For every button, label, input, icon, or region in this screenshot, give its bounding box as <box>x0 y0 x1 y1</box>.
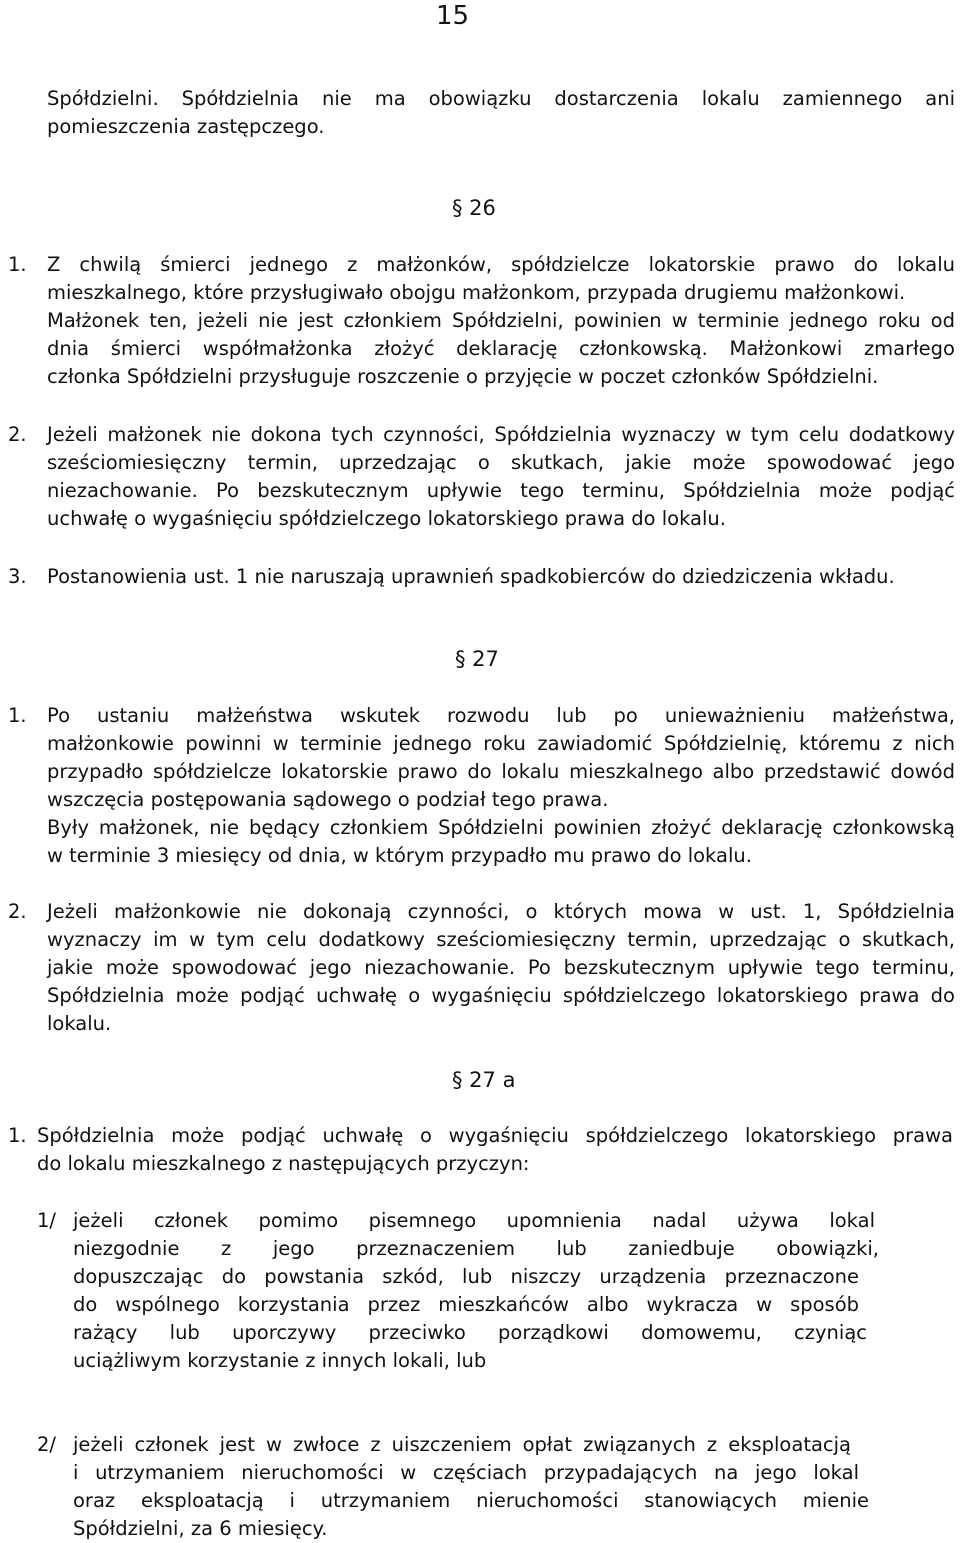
section-27-paragraph-1-line: Były małżonek, nie będący członkiem Spółdzielni powinien złożyć deklarację członkowską <box>47 816 955 839</box>
section-27-paragraph-1-line: w terminie 3 miesięcy od dnia, w którym przypadło mu prawo do lokalu. <box>47 844 752 867</box>
section-26-paragraph-1-line: Z chwilą śmierci jednego z małżonków, spółdzielcze lokatorskie prawo do lokalu <box>47 253 955 276</box>
section-27-paragraph-2-line: lokalu. <box>47 1012 112 1035</box>
section-26-paragraph-2-number: 2. <box>8 423 27 446</box>
section-27a-item-2-line: Spółdzielni, za 6 miesięcy. <box>73 1517 328 1540</box>
section-27a-paragraph-1-line: Spółdzielnia może podjąć uchwałę o wygaśnięciu spółdzielczego lokatorskiego prawa <box>37 1124 953 1147</box>
page-number: 15 <box>436 1 470 31</box>
section-26-paragraph-2-line: sześciomiesięczny termin, uprzedzając o skutkach, jakie może spowodować jego <box>47 451 955 474</box>
section-27-paragraph-2-line: Spółdzielnia może podjąć uchwałę o wygaśnięciu spółdzielczego lokatorskiego prawa do <box>47 984 955 1007</box>
section-27-paragraph-2-line: jakie może spowodować jego niezachowanie. Po bezskutecznym upływie tego terminu, <box>47 956 955 979</box>
section-26-paragraph-1-line: mieszkalnego, które przysługiwało obojgu małżonkom, przypada drugiemu małżonkowi. <box>47 281 906 304</box>
section-26-paragraph-3-number: 3. <box>8 565 27 588</box>
section-26-heading: § 26 <box>452 196 496 220</box>
section-26-paragraph-3-line: Postanowienia ust. 1 nie naruszają uprawnień spadkobierców do dziedziczenia wkładu. <box>47 565 895 588</box>
section-26-paragraph-1-line: dnia śmierci współmałżonka złożyć deklarację członkowską. Małżonkowi zmarłego <box>47 337 955 360</box>
section-27-paragraph-1-line: małżonkowie powinni w terminie jednego roku zawiadomić Spółdzielnię, któremu z nich <box>47 732 955 755</box>
section-26-paragraph-1-line: Małżonek ten, jeżeli nie jest członkiem Spółdzielni, powinien w terminie jednego roku od <box>47 309 955 332</box>
section-27a-item-2-line: jeżeli członek jest w zwłoce z uiszczeniem opłat związanych z eksploatacją <box>73 1433 851 1456</box>
section-26-paragraph-2-line: niezachowanie. Po bezskutecznym upływie tego terminu, Spółdzielnia może podjąć <box>47 479 955 502</box>
intro-line-1: Spółdzielni. Spółdzielnia nie ma obowiązku dostarczenia lokalu zamiennego ani <box>47 87 955 110</box>
section-27a-item-1-line: do wspólnego korzystania przez mieszkańców albo wykracza w sposób <box>73 1293 859 1316</box>
section-27a-paragraph-1-number: 1. <box>8 1124 27 1147</box>
section-27a-item-1-line: rażący lub uporczywy przeciwko porządkowi domowemu, czyniąc <box>73 1321 867 1344</box>
section-26-paragraph-1-line: członka Spółdzielni przysługuje roszczenie o przyjęcie w poczet członków Spółdzielni. <box>47 365 879 388</box>
section-27a-paragraph-1-line: do lokalu mieszkalnego z następujących przyczyn: <box>37 1152 530 1175</box>
section-27a-item-1-line: niezgodnie z jego przeznaczeniem lub zaniedbuje obowiązki, <box>73 1237 879 1260</box>
intro-line-2: pomieszczenia zastępczego. <box>47 115 325 138</box>
section-27-paragraph-2-line: wyznaczy im w tym celu dodatkowy sześciomiesięczny termin, uprzedzając o skutkach, <box>47 928 955 951</box>
section-27-paragraph-1-line: Po ustaniu małżeństwa wskutek rozwodu lub po unieważnieniu małżeństwa, <box>47 704 955 727</box>
section-27-paragraph-2-line: Jeżeli małżonkowie nie dokonają czynności, o których mowa w ust. 1, Spółdzielnia <box>47 900 955 923</box>
section-27-heading: § 27 <box>455 647 499 671</box>
section-27a-item-1-line: dopuszczając do powstania szkód, lub niszczy urządzenia przeznaczone <box>73 1265 859 1288</box>
section-27-paragraph-1-number: 1. <box>8 704 27 727</box>
section-27a-heading: § 27 a <box>452 1068 516 1092</box>
section-27a-item-1-line: jeżeli członek pomimo pisemnego upomnienia nadal używa lokal <box>73 1209 875 1232</box>
section-27-paragraph-1-line: przypadło spółdzielcze lokatorskie prawo do lokalu mieszkalnego albo przedstawić dowód <box>47 760 955 783</box>
section-26-paragraph-2-line: uchwałę o wygaśnięciu spółdzielczego lokatorskiego prawa do lokalu. <box>47 507 726 530</box>
section-26-paragraph-1-number: 1. <box>8 253 27 276</box>
section-27-paragraph-1-line: wszczęcia postępowania sądowego o podział tego prawa. <box>47 788 609 811</box>
section-27a-item-2-line: i utrzymaniem nieruchomości w częściach przypadających na jego lokal <box>73 1461 859 1484</box>
section-27a-item-1-line: uciążliwym korzystanie z innych lokali, lub <box>73 1349 487 1372</box>
section-27-paragraph-2-number: 2. <box>8 900 27 923</box>
section-27a-item-2-line: oraz eksploatacją i utrzymaniem nieruchomości stanowiących mienie <box>73 1489 869 1512</box>
section-26-paragraph-2-line: Jeżeli małżonek nie dokona tych czynności, Spółdzielnia wyznaczy w tym celu dodatkowy <box>47 423 955 446</box>
section-27a-item-2-number: 2/ <box>37 1433 56 1456</box>
section-27a-item-1-number: 1/ <box>37 1209 56 1232</box>
